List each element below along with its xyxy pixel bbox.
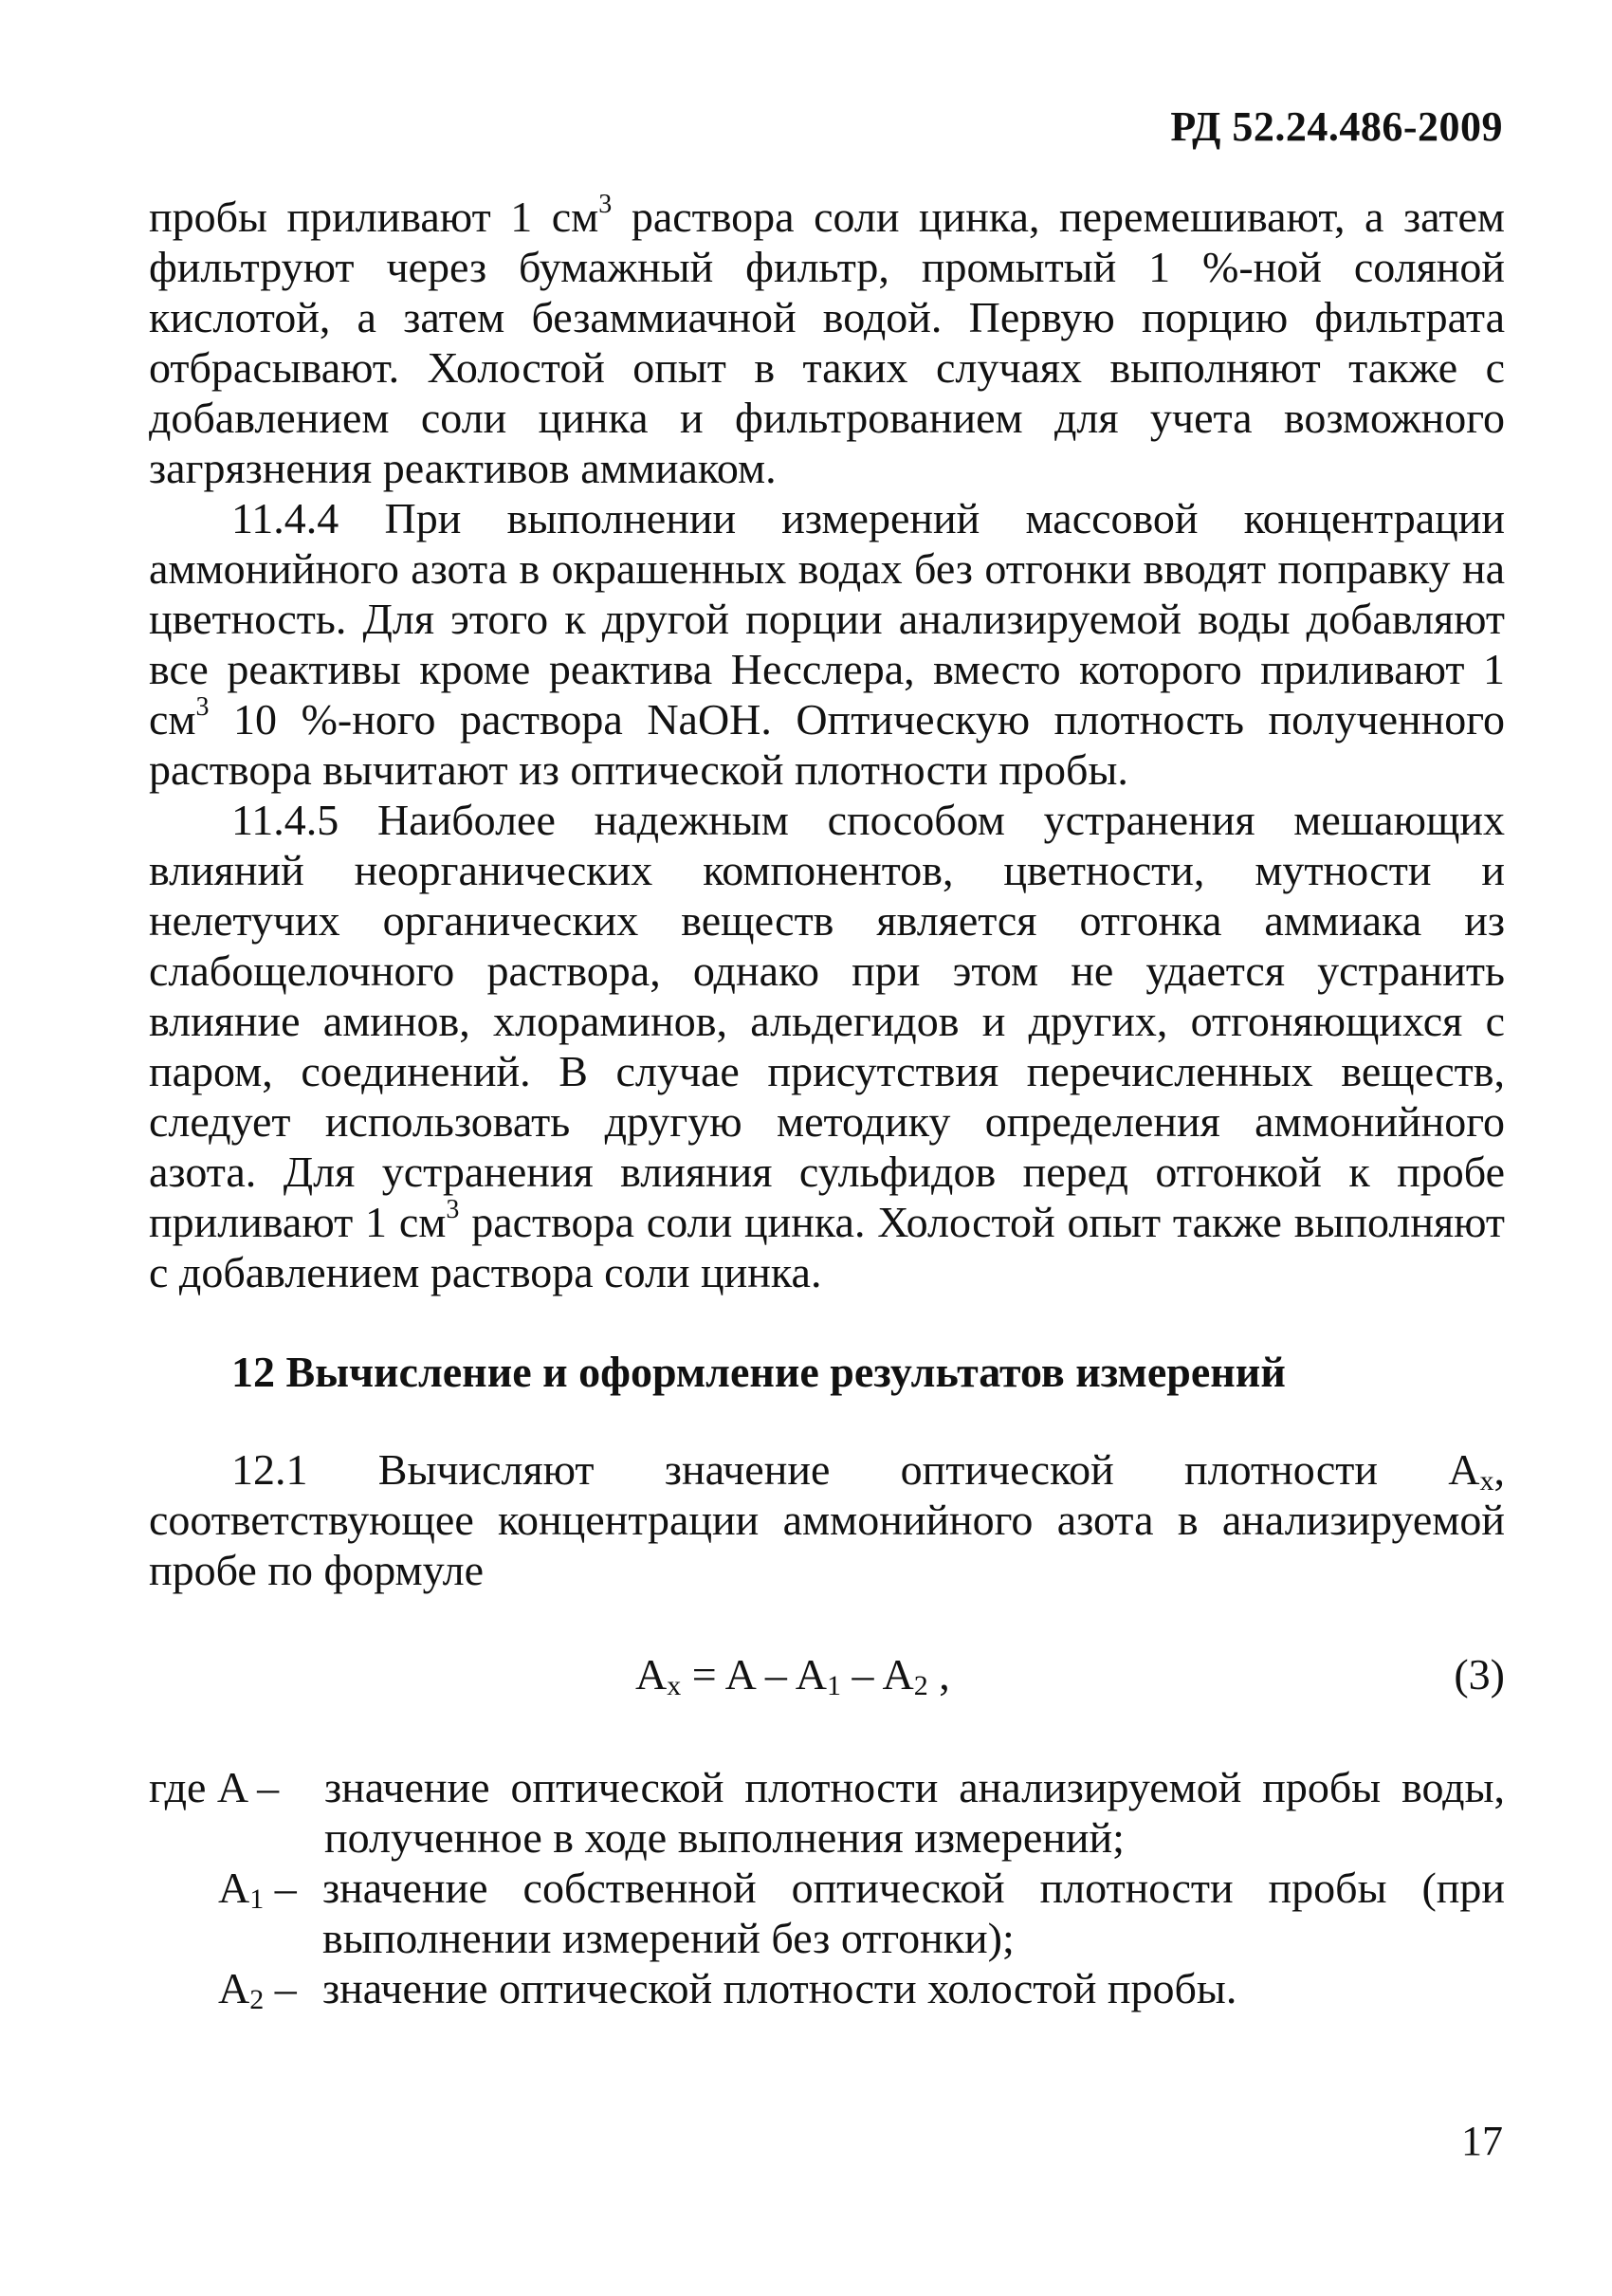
- text-run: пробы приливают 1 см: [149, 193, 599, 241]
- section-heading: 12 Вычисление и оформление результатов измерений: [231, 1348, 1286, 1396]
- document-body: [149, 192, 1505, 2013]
- subscript: 1: [827, 1670, 842, 1701]
- formula-term: ,: [927, 1650, 950, 1699]
- definition-a2: [149, 1963, 1505, 2013]
- subscript: 2: [913, 1670, 928, 1701]
- text-run: , соответствующее концентрации аммонийного азота в анализируемой пробе по формуле: [149, 1445, 1505, 1594]
- definition-a1: [149, 1863, 1505, 1963]
- text-run: 10 %-ного раствора NaOH. Оптическую плотность полученного раствора вычитают из оптической плотности пробы.: [149, 695, 1505, 794]
- text-run: 11.4.4 При выполнении измерений массовой концентрации аммонийного азота в окрашенных водах без отгонки вводят поправку на цветность. Для этого к другой порции анализируемой воды добавляют все реактивы кроме реактива Несслера, вместо которого приливают 1 см: [149, 494, 1505, 744]
- definition-text: значение оптической плотности холостой пробы.: [322, 1964, 1237, 2012]
- variable-definitions: [149, 1762, 1505, 2013]
- paragraph-11-4-4: [149, 493, 1505, 795]
- text-run: раствора соли цинка. Холостой опыт также выполняют с добавлением раствора соли цинка.: [149, 1198, 1505, 1296]
- symbol: A: [218, 1964, 250, 2012]
- dash: –: [264, 1864, 297, 1912]
- paragraph-11-4-5: [149, 795, 1505, 1297]
- text-run: 12.1 Вычисляют значение оптической плотности A: [231, 1445, 1480, 1494]
- text-run: раствора соли цинка, перемешивают, а затем фильтруют через бумажный фильтр, промытый 1 %-ной соляной кислотой, а затем безаммиачной водой. Первую порцию фильтрата отбрасывают. Холостой опыт в таких случаях выполняют также с добавлением соли цинка и фильтрованием для учета возможного загрязнения реактивов аммиаком.: [149, 193, 1505, 492]
- superscript: 3: [446, 1195, 460, 1224]
- paragraph-12-1: [149, 1444, 1505, 1595]
- superscript: 3: [598, 190, 613, 219]
- page-number: 17: [1461, 2118, 1503, 2164]
- definition-text: значение собственной оптической плотности пробы (при выполнении измерений без отгонки);: [322, 1864, 1505, 1962]
- document-code: РД 52.24.486-2009: [1170, 103, 1503, 150]
- definition-label: [149, 1863, 322, 1913]
- formula-term: – A: [841, 1650, 914, 1699]
- paragraph-continuation: [149, 192, 1505, 493]
- formula: [635, 1649, 950, 1699]
- formula-row: [149, 1649, 1505, 1699]
- text-run: 11.4.5 Наиболее надежным способом устранения мешающих влияний неорганических компонентов, цветности, мутности и нелетучих органических веществ является отгонка аммиака из слабощелочного раствора, однако при этом не удается устранить влияние аминов, хлораминов, альдегидов и других, отгоняющихся с паром, соединений. В случае присутствия перечисленных веществ, следует использовать другую методику определения аммонийного азота. Для устранения влияния сульфидов перед отгонкой к пробе приливают 1 см: [149, 796, 1505, 1246]
- definition-label: где A –: [149, 1763, 280, 1811]
- subscript: x: [667, 1670, 682, 1701]
- formula-term: A: [635, 1650, 668, 1699]
- symbol: A: [218, 1864, 250, 1912]
- subscript: 2: [249, 1984, 265, 2015]
- definition-a: [149, 1762, 1505, 1863]
- subscript: 1: [249, 1883, 265, 1915]
- definition-text: значение оптической плотности анализируемой пробы воды, полученное в ходе выполнения измерений;: [324, 1763, 1505, 1862]
- formula-number: (3): [1454, 1650, 1505, 1699]
- dash: –: [264, 1964, 297, 2012]
- definition-label: [149, 1963, 322, 2013]
- superscript: 3: [195, 692, 210, 722]
- formula-term: = A – A: [681, 1650, 828, 1699]
- subscript: x: [1479, 1465, 1494, 1497]
